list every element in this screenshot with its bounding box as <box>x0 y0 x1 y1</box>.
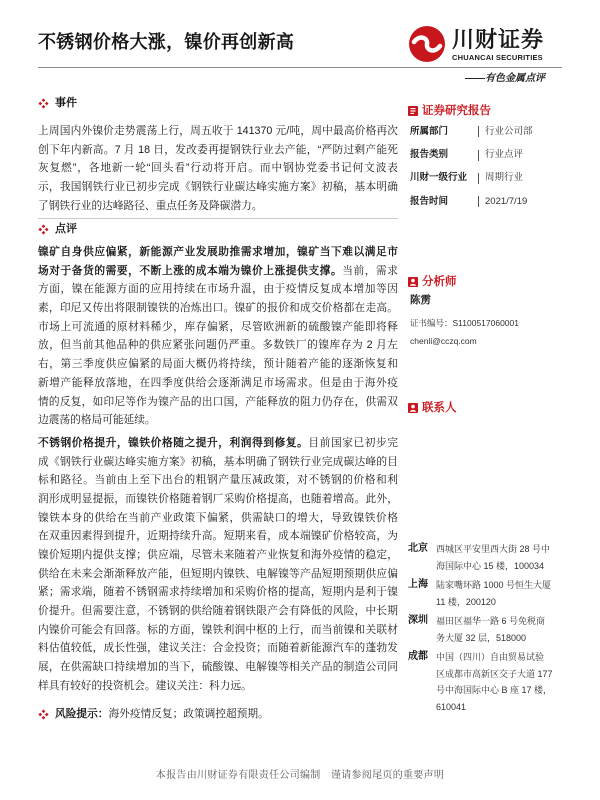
body-text: 标和路径。当前由上至下出台的粗钢产量压减政策，对不锈钢的价格和利 <box>38 474 398 487</box>
office-address <box>436 541 550 574</box>
office-address-line: 号中海国际中心 B 座 17 楼， <box>436 685 553 695</box>
report-title: 不锈钢价格大涨，镍价再创新高 <box>38 32 295 52</box>
body-text: 当前，需求 <box>342 264 398 277</box>
office-address-line: 海国际中心 15 楼，100034 <box>436 560 545 571</box>
office-entry <box>408 613 562 646</box>
contact-heading <box>408 401 457 415</box>
comment-paragraph <box>38 243 398 430</box>
event-text-line: 了钢铁行业的达峰路径、重点任务及降碳潜力。 <box>38 199 263 212</box>
body-text: 样具有较好的投资机会。建议关注：科力远。 <box>38 679 252 692</box>
diamond-bullet-icon <box>38 224 49 235</box>
body-text: 新增产能释放落地，在四季度供给会逐渐满足市场需求。但是由于海外疫 <box>38 376 398 389</box>
body-text: 情的反复，如印尼等作为镍产品的出口国，产能释放的阻力仍存在，供需双 <box>38 395 398 408</box>
report-info-row <box>410 143 562 166</box>
report-info-label: 川财一级行业 <box>410 172 468 184</box>
office-address <box>436 577 551 610</box>
comment-text-line <box>38 299 398 318</box>
analyst-name: 陈雳 <box>410 294 431 306</box>
report-info-value: 2021/7/19 <box>485 195 528 207</box>
contact-heading-label: 联系人 <box>422 402 457 414</box>
comment-text-line <box>38 411 398 430</box>
comment-paragraph <box>38 434 398 696</box>
risk-warning <box>38 705 269 723</box>
contact-icon <box>408 403 418 413</box>
body-text: 素，印尼又传出将限制镍铁的冶炼出口。镍矿的报价和成交价格都在走高。 <box>38 302 398 315</box>
event-text-line: 灰复燃”，各地新一轮“回头看”行动将开启。而中钢协党委书记何文波表 <box>38 162 398 175</box>
body-text: 放，但当前其他品种的供应紧张问题仍严重。多数铁厂的镍库存为 2 月左 <box>38 339 398 352</box>
report-info-heading-label: 证券研究报告 <box>422 105 491 117</box>
body-text: 成《钢铁行业碳达峰实施方案》初稿，基本明确了钢铁行业完成碳达峰的目 <box>38 455 398 468</box>
office-address <box>436 649 553 715</box>
analyst-certificate: 证书编号：S1100517060001 <box>410 318 519 328</box>
event-body <box>38 122 398 215</box>
office-entry <box>408 649 562 715</box>
report-info-separator <box>478 150 479 161</box>
report-info-separator <box>478 196 479 207</box>
comment-text-line <box>38 243 398 262</box>
emphasis-text: 场对于备货的需要，不断上涨的成本端为镍价上涨提供支撑。 <box>38 264 343 277</box>
office-address-line: 区成都市高新区交子大道 177 <box>436 668 553 679</box>
comment-text-line <box>38 490 398 509</box>
comment-text-line <box>38 280 398 299</box>
body-text: 方面，镍在能源方面的应用持续在市场升温，由于疫情反复成本增加等因 <box>38 283 398 296</box>
risk-text: 海外疫情反复；政策调控超预期。 <box>108 708 269 720</box>
report-info-value: 周期行业 <box>485 172 524 184</box>
comment-text-line <box>38 336 398 355</box>
report-subtitle: ——有色金属点评 <box>465 73 545 84</box>
office-address <box>436 613 545 646</box>
body-text: 目前国家已初步完 <box>308 436 398 449</box>
section-divider <box>38 218 398 219</box>
report-info-label: 报告类别 <box>410 149 449 161</box>
report-info-table <box>410 120 562 214</box>
comment-text-line <box>38 602 398 621</box>
comment-text-line <box>38 453 398 472</box>
office-city: 成都 <box>408 651 428 662</box>
office-address-line: 610041 <box>436 701 467 712</box>
report-info-row <box>410 190 562 213</box>
comment-body <box>38 243 398 696</box>
office-city: 上海 <box>408 579 428 590</box>
body-text: 料估值较低，成长性强，建议关注：合金投资；而随着新能源汽车的蓬勃发 <box>38 642 398 655</box>
body-text: 内镍价可能会有回落。标的方面，镍铁利润中枢的上行，而当前镍和关联材 <box>38 623 398 636</box>
body-text: 右，第三季度供应偏紧的局面大概仍将持续，预计随着产能的逐渐恢复和 <box>38 358 398 371</box>
chuancai-logo-icon <box>408 25 446 63</box>
comment-text-line <box>38 583 398 602</box>
comment-text-line <box>38 318 398 337</box>
analyst-heading <box>408 275 457 289</box>
body-text: 价提升。但需要注意，不锈钢的供给随着钢铁限产会有降低的风险，中长期 <box>38 605 398 618</box>
emphasis-text: 镍矿自身供应偏紧，新能源产业发展助推需求增加，镍矿当下难以满足市 <box>38 246 398 258</box>
event-heading-label: 事件 <box>55 97 77 109</box>
comment-text-line <box>38 621 398 640</box>
page-footer: 本报告由川财证券有限责任公司编制 谨请参阅尾页的重要声明 <box>155 770 445 781</box>
comment-heading-label: 点评 <box>55 223 77 235</box>
office-city: 深圳 <box>408 615 428 626</box>
analyst-email: chenli@cczq.com <box>410 336 477 346</box>
comment-text-line <box>38 355 398 374</box>
report-info-row <box>410 167 562 190</box>
body-text: 展，在供需缺口持续增加的当下，硫酸镍、电解镍等相关产品的制造公司同 <box>38 661 398 674</box>
comment-text-line <box>38 393 398 412</box>
comment-text-line <box>38 677 398 696</box>
diamond-bullet-icon <box>38 98 49 109</box>
logo-name-cn: 川财证券 <box>452 27 545 52</box>
office-entry <box>408 577 562 610</box>
comment-text-line <box>38 374 398 393</box>
comment-text-line <box>38 262 398 281</box>
event-text-line: 上周国内外镍价走势震荡上行，周五收于 141370 元/吨，周中最高价格再次 <box>38 125 398 137</box>
event-text-line: 创下年内新高。7 月 18 日，发改委再提钢铁行业去产能，“严防过剩产能死 <box>38 143 398 156</box>
office-address-line: 福田区福华一路 6 号免税商 <box>436 616 546 626</box>
office-address-line: 11 楼，200120 <box>436 596 496 607</box>
header-divider <box>38 67 562 68</box>
report-info-row <box>410 120 562 143</box>
body-text: 镍价短期内提供支撑；供应端，尽管未来随着产业恢复和海外疫情的稳定， <box>38 549 398 561</box>
comment-text-line <box>38 658 398 677</box>
body-text: 镍铁本身的供给在当前产业政策下偏紧，供需缺口的增大，导致镍铁价格 <box>38 511 398 524</box>
office-address-line: 陆家嘴环路 1000 号恒生大厦 <box>436 580 552 590</box>
event-text-line: 示，我国钢铁行业已初步完成《钢铁行业碳达峰实施方案》初稿，基本明确 <box>38 181 398 194</box>
comment-text-line <box>38 546 398 565</box>
logo-name-en: CHUANCAI SECURITIES <box>452 53 543 62</box>
emphasis-text: 不锈钢价格提升，镍铁价格随之提升，利润得到修复。 <box>38 436 309 449</box>
office-addresses <box>408 541 562 715</box>
office-address-line: 务大厦 32 层，518000 <box>436 632 527 643</box>
risk-label: 风险提示： <box>55 708 109 720</box>
analyst-heading-label: 分析师 <box>422 276 457 288</box>
office-address-line: 西城区平安里西大街 28 号中 <box>436 544 551 554</box>
report-info-value: 行业公司部 <box>485 125 533 137</box>
office-entry <box>408 541 562 574</box>
office-city: 北京 <box>408 543 428 554</box>
body-text: 市场上可流通的原材料稀少，库存偏紧，尽管欧洲新的硫酸镍产能即将释 <box>38 320 398 333</box>
diamond-bullet-icon <box>38 709 49 720</box>
report-info-separator <box>478 173 479 184</box>
event-section-heading <box>38 96 77 110</box>
comment-text-line <box>38 434 398 453</box>
report-icon <box>408 106 418 116</box>
comment-text-line <box>38 565 398 584</box>
body-text: 供给在未来会渐渐释放产能，但短期内镍铁、电解镍等产品短期预期供应偏 <box>38 567 398 580</box>
report-info-label: 报告时间 <box>410 195 449 207</box>
body-text: 润形成明显提振，而镍铁价格随着钢厂采购价格提高，也随着增高。此外， <box>38 492 398 505</box>
analyst-icon <box>408 277 418 287</box>
report-info-heading <box>408 104 491 118</box>
comment-section-heading <box>38 222 77 236</box>
office-address-line: 中国（四川）自由贸易试验 <box>436 652 545 662</box>
comment-text-line <box>38 471 398 490</box>
comment-text-line <box>38 509 398 528</box>
report-info-label: 所属部门 <box>410 125 449 137</box>
report-info-value: 行业点评 <box>485 149 524 161</box>
comment-text-line <box>38 527 398 546</box>
body-text: 边震荡的格局可能延续。 <box>38 414 156 427</box>
report-info-separator <box>478 126 479 137</box>
body-text: 紧；需求端，随着不锈钢需求持续增加和采购价格的提高，短期内是利于镍 <box>38 586 398 599</box>
body-text: 在双重因素得到提升，近期持续升高。短期来看，成本端镍矿价格较高，为 <box>38 530 398 543</box>
comment-text-line <box>38 639 398 658</box>
